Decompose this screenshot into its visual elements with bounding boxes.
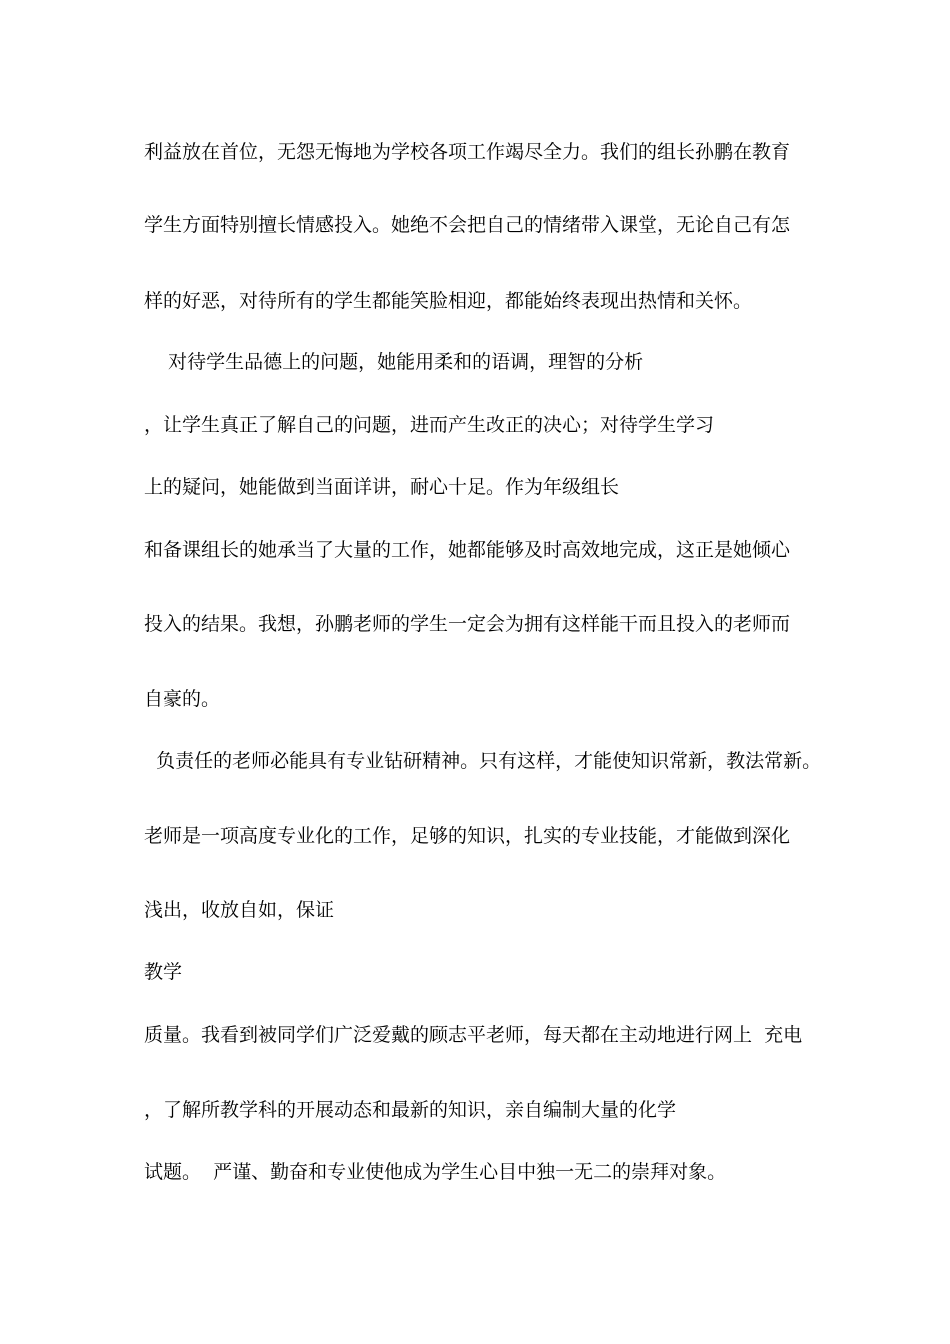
text-line-3: 样的好恶，对待所有的学生都能笑脸相迎，都能始终表现出热情和关怀。: [144, 290, 753, 312]
text-line-9: 自豪的。: [144, 688, 221, 710]
text-line-2: 学生方面特别擅长情感投入。她绝不会把自己的情绪带入课堂，无论自己有怎: [144, 214, 791, 236]
text-line-7: 和备课组长的她承当了大量的工作，她都能够及时高效地完成，这正是她倾心: [144, 539, 791, 561]
text-line-1: 利益放在首位，无怨无悔地为学校各项工作竭尽全力。我们的组长孙鹏在教育: [144, 141, 791, 163]
text-line-13: 教学: [144, 961, 183, 983]
text-line-12: 浅出，收放自如，保证: [144, 899, 335, 921]
text-line-6: 上的疑问，她能做到当面详讲，耐心十足。作为年级组长: [144, 476, 620, 498]
text-line-16: 试题。 严谨、勤奋和专业使他成为学生心目中独一无二的崇拜对象。: [144, 1161, 727, 1183]
text-line-8: 投入的结果。我想，孙鹏老师的学生一定会为拥有这样能干而且投入的老师而: [144, 613, 791, 635]
text-line-4: 对待学生品德上的问题，她能用柔和的语调，理智的分析: [144, 351, 644, 373]
text-line-10: 负责任的老师必能具有专业钻研精神。只有这样，才能使知识常新，教法常新。: [144, 750, 822, 772]
text-line-14: 质量。我看到被同学们广泛爱戴的顾志平老师，每天都在主动地进行网上 充电: [144, 1024, 803, 1046]
text-line-11: 老师是一项高度专业化的工作，足够的知识，扎实的专业技能，才能做到深化: [144, 825, 791, 847]
text-line-5: ，让学生真正了解自己的问题，进而产生改正的决心；对待学生学习: [144, 414, 715, 436]
text-line-15: ，了解所教学科的开展动态和最新的知识，亲自编制大量的化学: [144, 1099, 677, 1121]
